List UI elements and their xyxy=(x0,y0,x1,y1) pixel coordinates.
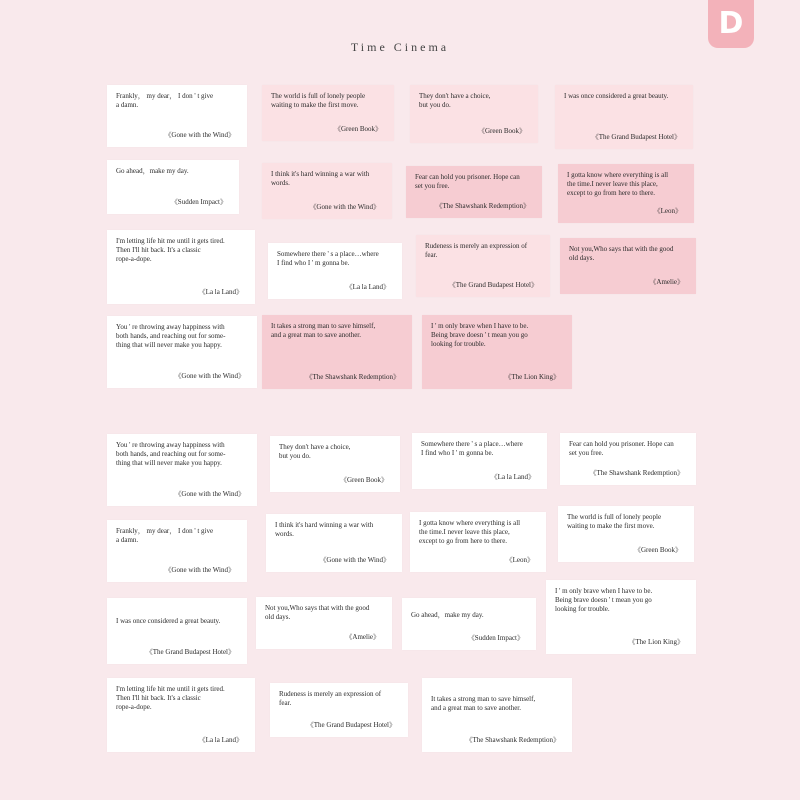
quote-card xyxy=(107,160,239,214)
quote-source: 《The Grand Budapest Hotel》 xyxy=(448,281,538,289)
quote-card xyxy=(270,683,408,737)
quote-source: 《La la Land》 xyxy=(198,736,243,744)
quote-source: 《Amelie》 xyxy=(345,633,380,641)
quote-card xyxy=(107,434,257,506)
quote-source: 《Green Book》 xyxy=(633,546,682,554)
quote-text: You ' re throwing away happiness with both hands, and reaching out for some- thing that will never make you happy. xyxy=(116,323,226,349)
quote-text: I gotta know where everything is all the time.I never leave this place, except to go from here to there. xyxy=(567,171,669,197)
quote-text: Rudeness is merely an expression of fear. xyxy=(279,690,382,707)
quote-text: The world is full of lonely people waiting to make the first move. xyxy=(271,92,366,109)
quote-card xyxy=(107,85,247,147)
quote-text: I was once considered a great beauty. xyxy=(116,617,221,625)
quote-text: Fear can hold you prisoner. Hope can set you free. xyxy=(415,173,520,190)
quote-source: 《Gone with the Wind》 xyxy=(174,372,245,380)
quote-text: Go ahead，make my day. xyxy=(411,611,484,619)
quote-card xyxy=(410,512,546,572)
quote-source: 《Gone with the Wind》 xyxy=(319,556,390,564)
quote-card xyxy=(107,230,255,304)
quote-card xyxy=(546,580,696,654)
quote-card xyxy=(560,433,696,485)
quote-text: I'm letting life hit me until it gets tired. Then I'll hit back. It's a classic rope-a-dope. xyxy=(116,237,225,263)
quote-text: The world is full of lonely people waiting to make the first move. xyxy=(567,513,662,530)
quote-text: I'm letting life hit me until it gets tired. Then I'll hit back. It's a classic rope-a-dope. xyxy=(116,685,225,711)
sheet-label-badge: D xyxy=(708,0,754,48)
quote-source: 《The Shawshank Redemption》 xyxy=(305,373,400,381)
quote-source: 《Green Book》 xyxy=(339,476,388,484)
quote-source: 《The Grand Budapest Hotel》 xyxy=(306,721,396,729)
quote-text: Somewhere there ' s a place…where I find who I ' m gonna be. xyxy=(277,250,379,267)
quote-text: Go ahead，make my day. xyxy=(116,167,189,175)
quote-text: I think it's hard winning a war with words. xyxy=(275,521,374,538)
quote-source: 《Gone with the Wind》 xyxy=(164,131,235,139)
quote-card xyxy=(422,678,572,752)
quote-text: Somewhere there ' s a place…where I find who I ' m gonna be. xyxy=(421,440,523,457)
quote-source: 《Gone with the Wind》 xyxy=(309,203,380,211)
quote-card xyxy=(560,238,696,294)
quote-source: 《Amelie》 xyxy=(649,278,684,286)
quote-source: 《The Shawshank Redemption》 xyxy=(465,736,560,744)
quote-card xyxy=(268,243,402,299)
quote-card xyxy=(416,235,550,297)
quote-card xyxy=(262,85,394,141)
quote-source: 《The Grand Budapest Hotel》 xyxy=(145,648,235,656)
quote-text: Not you,Who says that with the good old days. xyxy=(265,604,370,621)
quote-card xyxy=(107,678,255,752)
quote-source: 《The Lion King》 xyxy=(504,373,560,381)
quote-text: You ' re throwing away happiness with both hands, and reaching out for some- thing that will never make you happy. xyxy=(116,441,226,467)
quote-card xyxy=(558,506,694,562)
quote-source: 《Gone with the Wind》 xyxy=(164,566,235,574)
quote-text: I ' m only brave when I have to be. Being brave doesn ' t mean you go looking for trouble. xyxy=(555,587,653,613)
quote-card xyxy=(558,164,694,223)
quote-source: 《The Shawshank Redemption》 xyxy=(435,202,530,210)
quote-card xyxy=(410,85,538,143)
quote-card xyxy=(262,163,392,219)
quote-card xyxy=(107,520,247,582)
quote-card xyxy=(406,166,542,218)
quote-text: They don't have a choice, but you do. xyxy=(419,92,491,109)
quote-text: They don't have a choice, but you do. xyxy=(279,443,351,460)
quote-card xyxy=(256,597,392,649)
quote-card xyxy=(555,85,693,149)
quote-text: It takes a strong man to save himself, and a great man to save another. xyxy=(431,695,536,712)
quote-source: 《Gone with the Wind》 xyxy=(174,490,245,498)
quote-card xyxy=(266,514,402,572)
quote-source: 《The Grand Budapest Hotel》 xyxy=(591,133,681,141)
quote-source: 《La la Land》 xyxy=(198,288,243,296)
quote-card xyxy=(262,315,412,389)
quote-source: 《Green Book》 xyxy=(477,127,526,135)
quote-card xyxy=(412,433,547,489)
quote-card xyxy=(402,598,536,650)
quote-card xyxy=(422,315,572,389)
quote-source: 《Leon》 xyxy=(653,207,682,215)
quote-card xyxy=(107,316,257,388)
quote-text: Frankly， my dear， I don ' t give a damn. xyxy=(116,527,214,544)
quote-card xyxy=(107,598,247,664)
quote-source: 《Sudden Impact》 xyxy=(467,634,524,642)
quote-text: I was once considered a great beauty. xyxy=(564,92,669,100)
page-title: Time Cinema xyxy=(350,40,450,54)
quote-text: I ' m only brave when I have to be. Being brave doesn ' t mean you go looking for trouble. xyxy=(431,322,529,348)
quote-text: Fear can hold you prisoner. Hope can set you free. xyxy=(569,440,674,457)
quote-text: I gotta know where everything is all the time.I never leave this place, except to go from here to there. xyxy=(419,519,521,545)
quote-source: 《La la Land》 xyxy=(490,473,535,481)
quote-text: Not you,Who says that with the good old days. xyxy=(569,245,674,262)
quote-source: 《The Lion King》 xyxy=(628,638,684,646)
quote-card xyxy=(270,436,400,492)
quote-source: 《Leon》 xyxy=(505,556,534,564)
quote-text: It takes a strong man to save himself, and a great man to save another. xyxy=(271,322,376,339)
quote-source: 《Green Book》 xyxy=(333,125,382,133)
quote-text: Rudeness is merely an expression of fear. xyxy=(425,242,528,259)
quote-source: 《Sudden Impact》 xyxy=(170,198,227,206)
quote-text: I think it's hard winning a war with words. xyxy=(271,170,370,187)
quote-source: 《The Shawshank Redemption》 xyxy=(589,469,684,477)
quote-text: Frankly， my dear， I don ' t give a damn. xyxy=(116,92,214,109)
quote-source: 《La la Land》 xyxy=(345,283,390,291)
